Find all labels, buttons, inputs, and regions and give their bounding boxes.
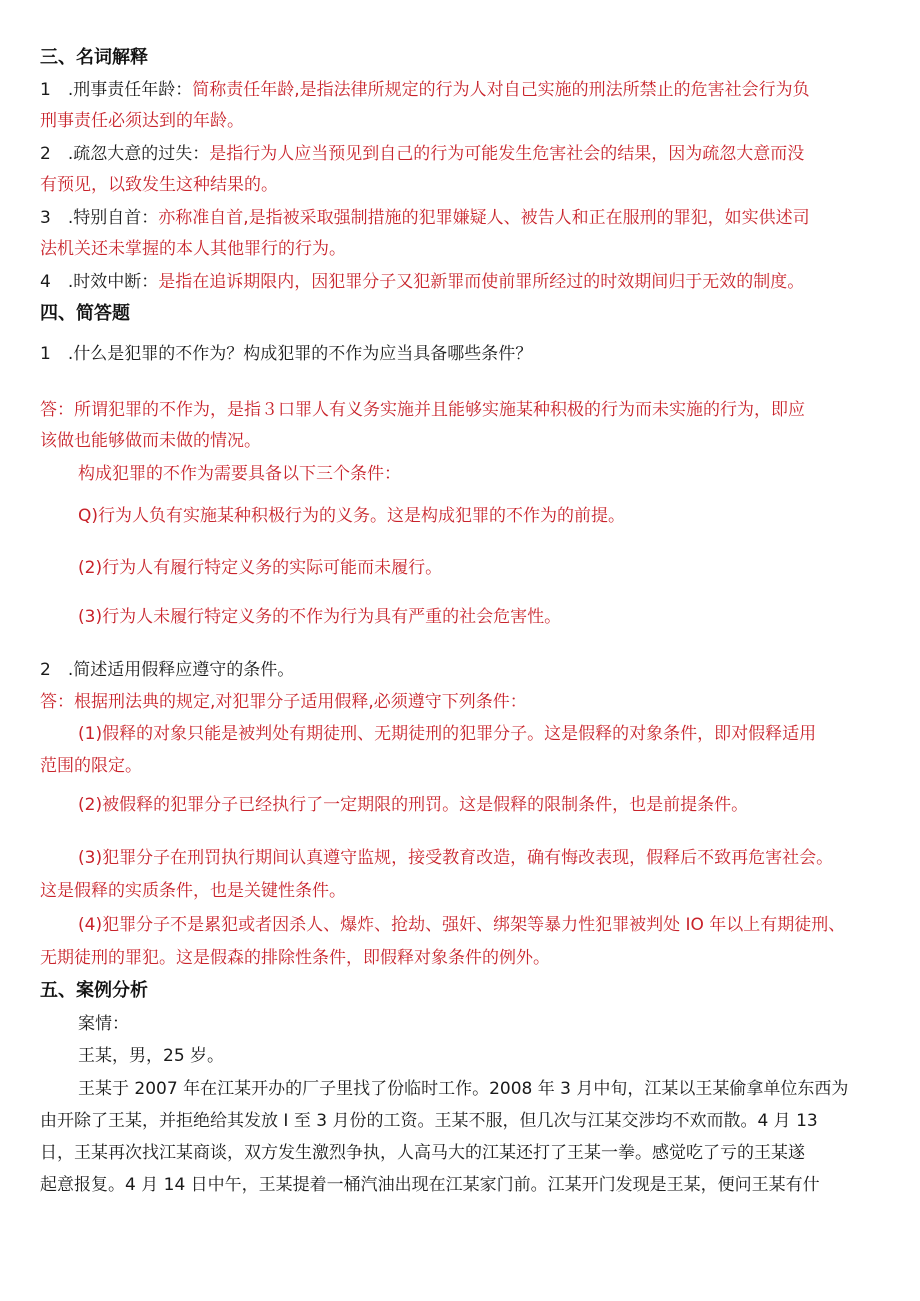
term-4-label: 4 .时效中断： bbox=[40, 272, 159, 292]
term-1-definition-cont: 刑事责任必须达到的年龄。 bbox=[40, 111, 244, 131]
answer-1-line-2: 该做也能够做而未做的情况。 bbox=[40, 431, 261, 451]
term-3-label: 3 .特别自首： bbox=[40, 208, 159, 228]
section-3-heading: 三、名词解释 bbox=[40, 47, 148, 68]
case-paragraph-line-1: 王某于 2007 年在江某开办的厂子里找了份临时工作。2008 年 3 月中旬，江某以王某偷拿单位东西为 bbox=[78, 1079, 849, 1099]
answer-2-condition-1: (1)假释的对象只能是被判处有期徒刑、无期徒刑的犯罪分子。这是假释的对象条件，即对假释适用 bbox=[78, 724, 817, 744]
answer-1-condition-2: (2)行为人有履行特定义务的实际可能而未履行。 bbox=[78, 558, 443, 578]
term-3 bbox=[40, 207, 892, 229]
case-paragraph-line-3: 日，王某再次找江某商谈，双方发生激烈争执，人高马大的江某还打了王某一拳。感觉吃了亏的王某遂 bbox=[40, 1143, 805, 1163]
answer-2-condition-4-cont: 无期徒刑的罪犯。这是假森的排除性条件，即假释对象条件的例外。 bbox=[40, 948, 550, 968]
term-2-definition: 是指行为人应当预见到自己的行为可能发生危害社会的结果，因为疏忽大意而没 bbox=[209, 144, 805, 164]
term-3-definition: 亦称准自首,是指被采取强制措施的犯罪嫌疑人、被告人和正在服刑的罪犯，如实供述司 bbox=[158, 208, 810, 228]
section-5-heading: 五、案例分析 bbox=[40, 980, 148, 1001]
case-label: 案情： bbox=[78, 1014, 129, 1034]
answer-2-condition-2: (2)被假释的犯罪分子已经执行了一定期限的刑罚。这是假释的限制条件，也是前提条件。 bbox=[78, 795, 749, 815]
answer-2-condition-1-cont: 范围的限定。 bbox=[40, 756, 142, 776]
term-2-definition-cont: 有预见，以致发生这种结果的。 bbox=[40, 175, 278, 195]
answer-2-intro: 答：根据刑法典的规定,对犯罪分子适用假释,必须遵守下列条件： bbox=[40, 692, 527, 712]
term-3-definition-cont: 法机关还未掌握的本人其他罪行的行为。 bbox=[40, 239, 346, 259]
question-1: 1 .什么是犯罪的不作为？构成犯罪的不作为应当具备哪些条件？ bbox=[40, 344, 533, 364]
case-person: 王某，男，25 岁。 bbox=[78, 1046, 225, 1066]
answer-1-line-1: 答：所谓犯罪的不作为，是指３口罪人有义务实施并且能够实施某种积极的行为而未实施的行为，即应 bbox=[40, 400, 805, 420]
term-1-definition: 简称责任年龄,是指法律所规定的行为人对自己实施的刑法所禁止的危害社会行为负 bbox=[192, 80, 810, 100]
answer-1-condition-1: Q)行为人负有实施某种积极行为的义务。这是构成犯罪的不作为的前提。 bbox=[78, 506, 626, 526]
section-4-heading: 四、简答题 bbox=[40, 303, 130, 324]
case-paragraph-line-2: 由开除了王某，并拒绝给其发放 I 至 3 月份的工资。王某不服，但几次与江某交涉均不欢而散。4 月 13 bbox=[40, 1111, 818, 1131]
term-4-definition: 是指在追诉期限内，因犯罪分子又犯新罪而使前罪所经过的时效期间归于无效的制度。 bbox=[158, 272, 805, 292]
answer-2-condition-4: (4)犯罪分子不是累犯或者因杀人、爆炸、抢劫、强奸、绑架等暴力性犯罪被判处 IO 年以上有期徒刑、 bbox=[78, 915, 846, 935]
answer-2-condition-3-cont: 这是假释的实质条件，也是关键性条件。 bbox=[40, 881, 346, 901]
term-2 bbox=[40, 143, 892, 165]
answer-2-condition-3: (3)犯罪分子在刑罚执行期间认真遵守监规，接受教育改造，确有悔改表现，假释后不致再危害社会。 bbox=[78, 848, 834, 868]
term-1 bbox=[40, 79, 892, 101]
case-paragraph-line-4: 起意报复。4 月 14 日中午，王某提着一桶汽油出现在江某家门前。江某开门发现是王某，便问王某有什 bbox=[40, 1175, 820, 1195]
answer-1-intro: 构成犯罪的不作为需要具备以下三个条件： bbox=[78, 464, 401, 484]
question-2: 2 .简述适用假释应遵守的条件。 bbox=[40, 660, 295, 680]
answer-1-condition-3: (3)行为人未履行特定义务的不作为行为具有严重的社会危害性。 bbox=[78, 607, 562, 627]
term-1-label: 1 .刑事责任年龄： bbox=[40, 80, 193, 100]
term-4 bbox=[40, 271, 892, 293]
term-2-label: 2 .疏忽大意的过失： bbox=[40, 144, 210, 164]
